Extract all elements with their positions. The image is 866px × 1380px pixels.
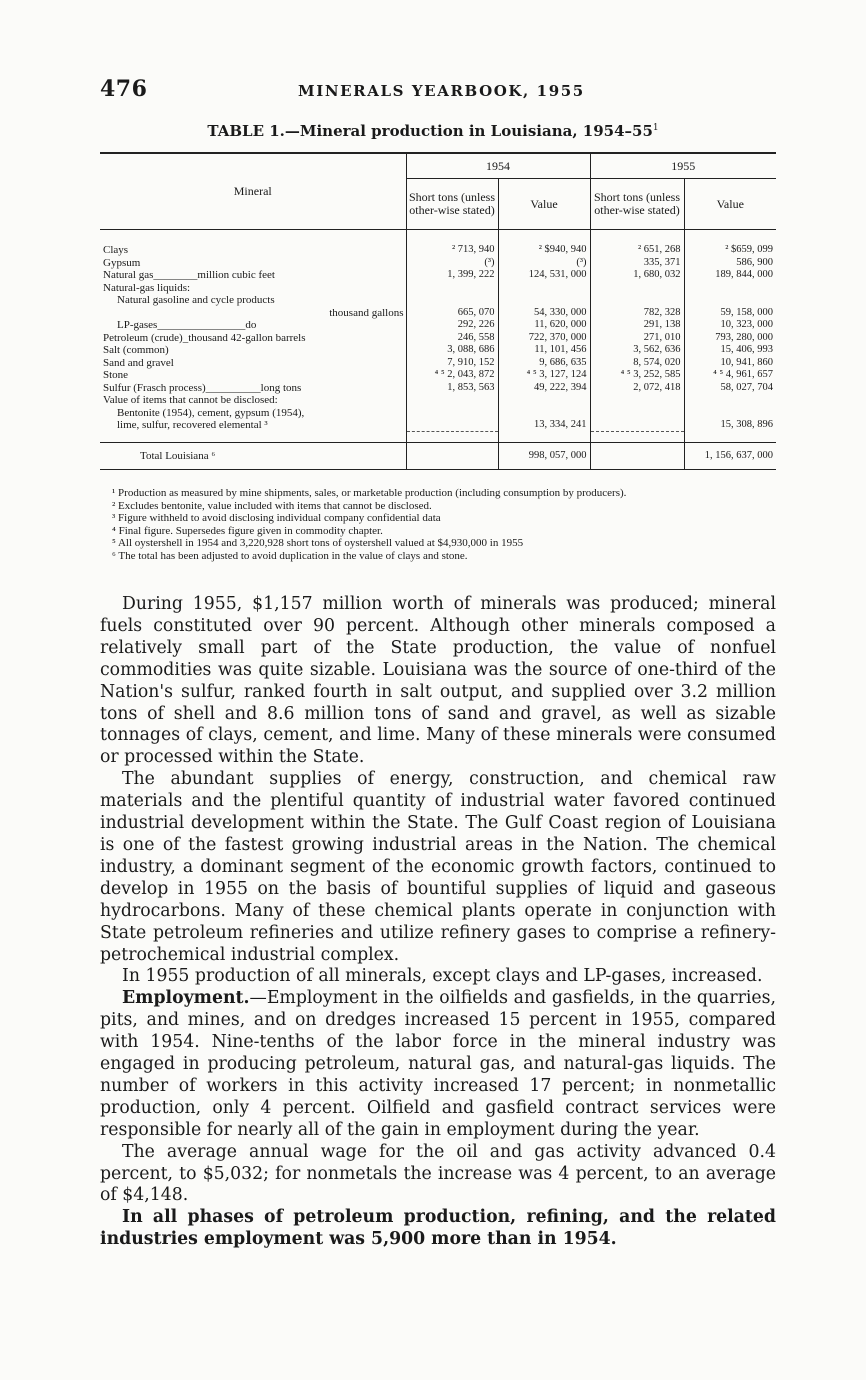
column-header-short-tons-1954: Short tons (unless other-wise stated) (406, 179, 498, 230)
table-cell-v1: 292, 226 (406, 319, 498, 332)
table-footnotes (100, 487, 776, 563)
row-label: Natural gasoline and cycle products (117, 294, 275, 306)
paragraph: During 1955, $1,157 million worth of minerals was produced; mineral fuels constituted over 90 percent. Although other minerals composed a relatively small part of the State production, the value of nonfuel commodities was quite sizable. Louisiana was the source of one-third of the Nation's sulfur, ranked fourth in salt output, and supplied over 3.2 million tons of shell and 8.6 million tons of sand and gravel, as well as sizable tonnages of clays, cement, and lime. Many of these minerals were consumed or processed within the State. (100, 594, 776, 768)
table-row (100, 419, 776, 432)
column-header-short-tons-1955: Short tons (unless other-wise stated) (590, 179, 684, 230)
row-label: Petroleum (crude)_thousand 42-gallon barrels (103, 331, 306, 344)
table-row (100, 344, 776, 357)
table-row (100, 319, 776, 332)
table-cell-v1 (406, 394, 498, 407)
page-number: 476 (100, 76, 148, 102)
total-cell-v1 (406, 443, 498, 470)
table-cell-v1: 1, 399, 222 (406, 269, 498, 282)
table-title-text: TABLE 1.—Mineral production in Louisiana, 1954–55 (207, 122, 653, 140)
table-cell-v3: 1, 680, 032 (590, 269, 684, 282)
row-label: LP-gases________________do (117, 319, 257, 331)
table-cell-v1: 1, 853, 563 (406, 382, 498, 395)
table-cell-v4: ⁴ ⁵ 4, 961, 657 (684, 369, 776, 382)
table-cell-v3 (590, 419, 684, 432)
table-cell-v2: 124, 531, 000 (498, 269, 590, 282)
table-cell-v2: (³) (498, 257, 590, 270)
row-label: thousand gallons (329, 306, 404, 319)
table-cell-v2: 11, 101, 456 (498, 344, 590, 357)
row-label: Clays (103, 244, 129, 256)
total-cell-v3 (590, 443, 684, 470)
row-label: Value of items that cannot be disclosed: (103, 394, 278, 406)
table-cell-v3: 782, 328 (590, 307, 684, 320)
table-cell-v3: 2, 072, 418 (590, 382, 684, 395)
row-label: Sulfur (Frasch process)__________long tons (103, 381, 302, 394)
table-cell-v2: 11, 620, 000 (498, 319, 590, 332)
table-row (100, 294, 776, 307)
table-cell-v3: 3, 562, 636 (590, 344, 684, 357)
table-cell-v4: 59, 158, 000 (684, 307, 776, 320)
table-cell-v1: 3, 088, 686 (406, 344, 498, 357)
table-cell-v1: ⁴ ⁵ 2, 043, 872 (406, 369, 498, 382)
column-header-1954: 1954 (406, 153, 590, 179)
paragraph: In 1955 production of all minerals, except clays and LP-gases, increased. (122, 966, 763, 987)
table-cell-v2: 9, 686, 635 (498, 357, 590, 370)
column-header-value-1955: Value (684, 179, 776, 230)
footnote: ⁴ Final figure. Supersedes figure given in commodity chapter. (112, 524, 383, 537)
total-cell-v4: 1, 156, 637, 000 (684, 443, 776, 470)
footnote: ² Excludes bentonite, value included with items that cannot be disclosed. (112, 499, 432, 512)
table-cell-v1: 246, 558 (406, 332, 498, 345)
table-row (100, 394, 776, 407)
column-header-value-1954: Value (498, 179, 590, 230)
table-row (100, 407, 776, 420)
running-head: MINERALS YEARBOOK, 1955 (298, 82, 585, 100)
table-cell-v3: 291, 138 (590, 319, 684, 332)
table-cell-v3: ² 651, 268 (590, 244, 684, 257)
page-header (100, 76, 780, 106)
row-label: Gypsum (103, 256, 141, 269)
table-row (100, 269, 776, 282)
table-cell-v4: 15, 406, 993 (684, 344, 776, 357)
body-text (100, 594, 776, 1251)
table-cell-v2 (498, 407, 590, 420)
table-title-footnote: 1 (652, 123, 659, 133)
paragraph-employment (100, 988, 776, 1141)
table-cell-v2: 49, 222, 394 (498, 382, 590, 395)
table-row (100, 307, 776, 320)
table-row (100, 369, 776, 382)
table-cell-v2: 13, 334, 241 (498, 419, 590, 432)
table-row (100, 282, 776, 295)
table-cell-v2 (498, 282, 590, 295)
table-cell-v2 (498, 294, 590, 307)
table-cell-v3: 271, 010 (590, 332, 684, 345)
table-cell-v1: 665, 070 (406, 307, 498, 320)
table-cell-v3: ⁴ ⁵ 3, 252, 585 (590, 369, 684, 382)
row-label: Stone (103, 369, 129, 381)
table-row-total (100, 443, 776, 470)
table-cell-v4: 586, 900 (684, 257, 776, 270)
paragraph: The abundant supplies of energy, construction, and chemical raw materials and the plentiful quantity of industrial water favored continued industrial development within the State. The Gulf Coast region of Louisiana is one of the fastest growing industrial areas in the Nation. The chemical industry, a dominant segment of the economic growth factors, continued to develop in 1955 on the basis of bountiful supplies of liquid and gaseous hydrocarbons. Many of these chemical plants operate in conjunction with State petroleum refineries and utilize refinery gases to comprise a refinery-petrochemical industrial complex. (100, 769, 776, 965)
total-label: Total Louisiana ⁶ (100, 443, 406, 470)
row-label: lime, sulfur, recovered elemental ³ (117, 419, 268, 431)
table-row (100, 357, 776, 370)
table-cell-v2: 722, 370, 000 (498, 332, 590, 345)
table-row (100, 332, 776, 345)
table-cell-v1 (406, 294, 498, 307)
row-label: Natural gas________million cubic feet (103, 269, 275, 281)
table-cell-v1 (406, 407, 498, 420)
mineral-production-table (100, 152, 776, 470)
table-cell-v4 (684, 294, 776, 307)
footnote: ⁵ All oystershell in 1954 and 3,220,928 short tons of oystershell valued at $4,930,000 in 1955 (112, 537, 524, 550)
total-cell-v2: 998, 057, 000 (498, 443, 590, 470)
row-label: Natural-gas liquids: (103, 281, 191, 294)
table-cell-v3: 8, 574, 020 (590, 357, 684, 370)
row-label: Sand and gravel (103, 356, 174, 369)
table-body (100, 230, 776, 470)
table-cell-v4: 189, 844, 000 (684, 269, 776, 282)
table-cell-v4: 10, 323, 000 (684, 319, 776, 332)
table-cell-v1 (406, 419, 498, 432)
section-lead-in: Employment. (122, 988, 250, 1009)
table-row (100, 257, 776, 270)
table-cell-v1 (406, 282, 498, 295)
table-cell-v3 (590, 407, 684, 420)
row-label: Salt (common) (103, 344, 169, 356)
table-cell-v4: 58, 027, 704 (684, 382, 776, 395)
table-cell-v4: 10, 941, 860 (684, 357, 776, 370)
paragraph: The average annual wage for the oil and gas activity advanced 0.4 percent, to $5,032; for nonmetals the increase was 4 percent, to an average of $4,148. (100, 1141, 776, 1206)
table-title (0, 122, 866, 140)
table-cell-v4 (684, 394, 776, 407)
table-row (100, 382, 776, 395)
column-header-mineral: Mineral (100, 153, 406, 230)
table (100, 152, 776, 470)
table-cell-v3 (590, 294, 684, 307)
footnote: ⁶ The total has been adjusted to avoid duplication in the value of clays and stone. (112, 549, 468, 562)
table-cell-v1: 7, 910, 152 (406, 357, 498, 370)
row-label: Bentonite (1954), cement, gypsum (1954), (117, 406, 305, 419)
paragraph: In all phases of petroleum production, refining, and the related industries employment was 5,900 more than in 1954. (100, 1207, 776, 1250)
table-cell-v2: ² $940, 940 (498, 244, 590, 257)
table-cell-v3 (590, 282, 684, 295)
column-header-1955: 1955 (590, 153, 776, 179)
table-cell-v4: 793, 280, 000 (684, 332, 776, 345)
table-cell-v2 (498, 394, 590, 407)
table-cell-v1: ² 713, 940 (406, 244, 498, 257)
footnote: ¹ Production as measured by mine shipments, sales, or marketable production (including consumption by producers). (112, 487, 627, 499)
footnote: ³ Figure withheld to avoid disclosing individual company confidential data (112, 512, 441, 525)
table-cell-v4 (684, 282, 776, 295)
table-row (100, 244, 776, 257)
table-cell-v4 (684, 407, 776, 420)
table-cell-v3 (590, 394, 684, 407)
table-cell-v2: ⁴ ⁵ 3, 127, 124 (498, 369, 590, 382)
table-cell-v3: 335, 371 (590, 257, 684, 270)
table-cell-v4: 15, 308, 896 (684, 419, 776, 432)
table-cell-v4: ² $659, 099 (684, 244, 776, 257)
table-cell-v1: (³) (406, 257, 498, 270)
table-cell-v2: 54, 330, 000 (498, 307, 590, 320)
paragraph-text: —Employment in the oilfields and gasfields, in the quarries, pits, and mines, and on dredges increased 15 percent in 1955, compared with 1954. Nine-tenths of the labor force in the mineral industry was engaged in producing petroleum, natural gas, and natural-gas liquids. The number of workers in this activity increased 17 percent; in nonmetallic production, only 4 percent. Oilfield and gasfield contract services were responsible for nearly all of the gain in employment during the year. (100, 988, 776, 1140)
